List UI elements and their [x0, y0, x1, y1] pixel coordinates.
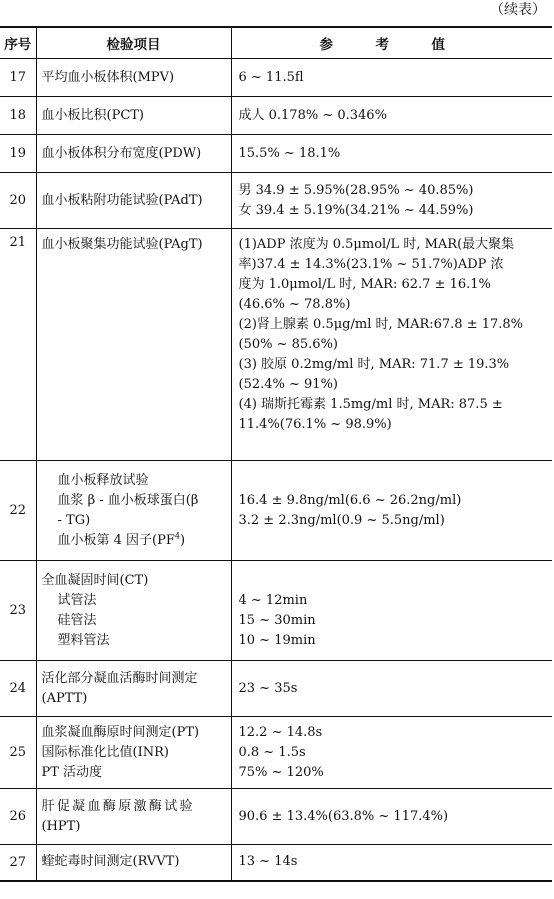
ref-line: 6 ~ 11.5fl — [238, 69, 304, 85]
ref-line: 男 34.9 ± 5.95%(28.95% ~ 40.85%) — [238, 182, 474, 198]
table-row — [0, 461, 552, 561]
table-row — [0, 135, 552, 173]
ref-line: 15.5% ~ 18.1% — [238, 145, 341, 161]
ref-line: (4) 瑞斯托霉素 1.5mg/ml 时, MAR: 87.5 ± — [238, 397, 503, 412]
ref-line: 0.8 ~ 1.5s — [238, 744, 306, 760]
row-item — [36, 845, 231, 881]
header-ref — [231, 27, 552, 59]
row-item — [36, 229, 231, 461]
item-line: (APTT) — [41, 690, 88, 706]
ref-line: 率)37.4 ± 14.3%(23.1% ~ 51.7%)ADP 浓 — [238, 257, 504, 272]
ref-line: 10 ~ 19min — [238, 632, 316, 648]
row-number: 19 — [0, 135, 36, 173]
ref-line: 4 ~ 12min — [238, 592, 308, 608]
table-row — [0, 661, 552, 717]
row-number: 18 — [0, 97, 36, 135]
row-ref — [231, 59, 552, 97]
item-line: 试管法 — [57, 592, 97, 608]
table-row — [0, 789, 552, 845]
row-ref — [231, 173, 552, 229]
row-ref — [231, 717, 552, 789]
table-row — [0, 717, 552, 789]
ref-line: (52.4% ~ 91%) — [238, 377, 338, 392]
ref-line: 3.2 ± 2.3ng/ml(0.9 ~ 5.5ng/ml) — [238, 512, 445, 528]
item-line: 塑料管法 — [57, 632, 110, 648]
item-line: 血小板释放试验 — [57, 472, 149, 488]
item-line: 国际标准化比值(INR) — [41, 744, 169, 760]
row-ref — [231, 845, 552, 881]
table-row — [0, 229, 552, 461]
item-line: 肝促凝血酶原激酶试验 — [41, 798, 195, 814]
item-line: PT 活动度 — [41, 764, 103, 780]
header-ref-label: 参 考 值 — [319, 37, 464, 53]
item-line: 血小板体积分布宽度(PDW) — [41, 145, 202, 161]
row-item — [36, 135, 231, 173]
item-line: 血浆 β - 血小板球蛋白(β — [57, 492, 199, 508]
ref-line: 75% ~ 120% — [238, 764, 324, 780]
header-row — [0, 27, 552, 59]
ref-line: (1)ADP 浓度为 0.5μmol/L 时, MAR(最大聚集 — [238, 237, 515, 252]
item-line: 活化部分凝血活酶时间测定 — [41, 670, 198, 686]
ref-line: 11.4%(76.1% ~ 98.9%) — [238, 417, 392, 432]
row-ref — [231, 229, 552, 461]
item-line: (HPT) — [41, 818, 81, 834]
item-line — [42, 531, 228, 551]
row-number: 22 — [0, 461, 36, 561]
row-ref — [231, 661, 552, 717]
ref-line: 13 ~ 14s — [238, 854, 298, 870]
table-row — [0, 561, 552, 661]
header-no: 序号 — [0, 27, 36, 59]
ref-line: (50% ~ 85.6%) — [238, 337, 338, 352]
item-line: - TG) — [57, 512, 91, 528]
ref-line: (3) 胶原 0.2mg/ml 时, MAR: 71.7 ± 19.3% — [238, 357, 510, 372]
row-ref — [231, 97, 552, 135]
ref-line: 90.6 ± 13.4%(63.8% ~ 117.4%) — [238, 808, 449, 824]
pf-close: ) — [179, 532, 186, 548]
row-item — [36, 173, 231, 229]
row-number: 24 — [0, 661, 36, 717]
table-row — [0, 173, 552, 229]
row-ref — [231, 561, 552, 661]
ref-line: 23 ~ 35s — [238, 680, 298, 696]
ref-line: (46.6% ~ 78.8%) — [238, 297, 351, 312]
row-item — [36, 717, 231, 789]
ref-line: 16.4 ± 9.8ng/ml(6.6 ~ 26.2ng/ml) — [238, 492, 462, 508]
ref-line: 女 39.4 ± 5.19%(34.21% ~ 44.59%) — [238, 202, 474, 218]
item-line: 血小板粘附功能试验(PAdT) — [41, 192, 203, 208]
pf-label: 血小板第 4 因子(PF — [57, 532, 175, 548]
row-number: 25 — [0, 717, 36, 789]
item-line: 硅管法 — [57, 612, 97, 628]
row-number: 27 — [0, 845, 36, 881]
table-row — [0, 59, 552, 97]
row-ref — [231, 789, 552, 845]
row-item — [36, 59, 231, 97]
row-number: 26 — [0, 789, 36, 845]
ref-line: 成人 0.178% ~ 0.346% — [238, 107, 387, 123]
row-item — [36, 789, 231, 845]
row-ref — [231, 461, 552, 561]
ref-spacer — [239, 571, 547, 591]
pf-superscript: 4 — [174, 531, 180, 541]
row-number: 20 — [0, 173, 36, 229]
item-line: 血小板比积(PCT) — [41, 107, 145, 123]
ref-line: (2)肾上腺素 0.5μg/ml 时, MAR:67.8 ± 17.8% — [238, 317, 524, 332]
row-number: 17 — [0, 59, 36, 97]
item-line: 血浆凝血酶原时间测定(PT) — [41, 724, 200, 740]
ref-line: 15 ~ 30min — [238, 612, 316, 628]
item-line: 血小板聚集功能试验(PAgT) — [41, 237, 203, 252]
item-line: 平均血小板体积(MPV) — [41, 69, 175, 85]
row-number: 23 — [0, 561, 36, 661]
table-row — [0, 845, 552, 881]
ref-line: 12.2 ~ 14.8s — [238, 724, 323, 740]
reference-table — [0, 26, 552, 882]
continued-label: （续表） — [490, 2, 546, 18]
row-item — [36, 561, 231, 661]
ref-line: 度为 1.0μmol/L 时, MAR: 62.7 ± 16.1% — [238, 277, 491, 292]
item-line: 全血凝固时间(CT) — [41, 572, 149, 588]
row-number: 21 — [0, 229, 36, 461]
row-ref — [231, 135, 552, 173]
header-item: 检验项目 — [36, 27, 231, 59]
item-line: 蝰蛇毒时间测定(RVVT) — [41, 854, 180, 870]
table-row — [0, 97, 552, 135]
row-item — [36, 661, 231, 717]
row-item — [36, 97, 231, 135]
row-item — [36, 461, 231, 561]
